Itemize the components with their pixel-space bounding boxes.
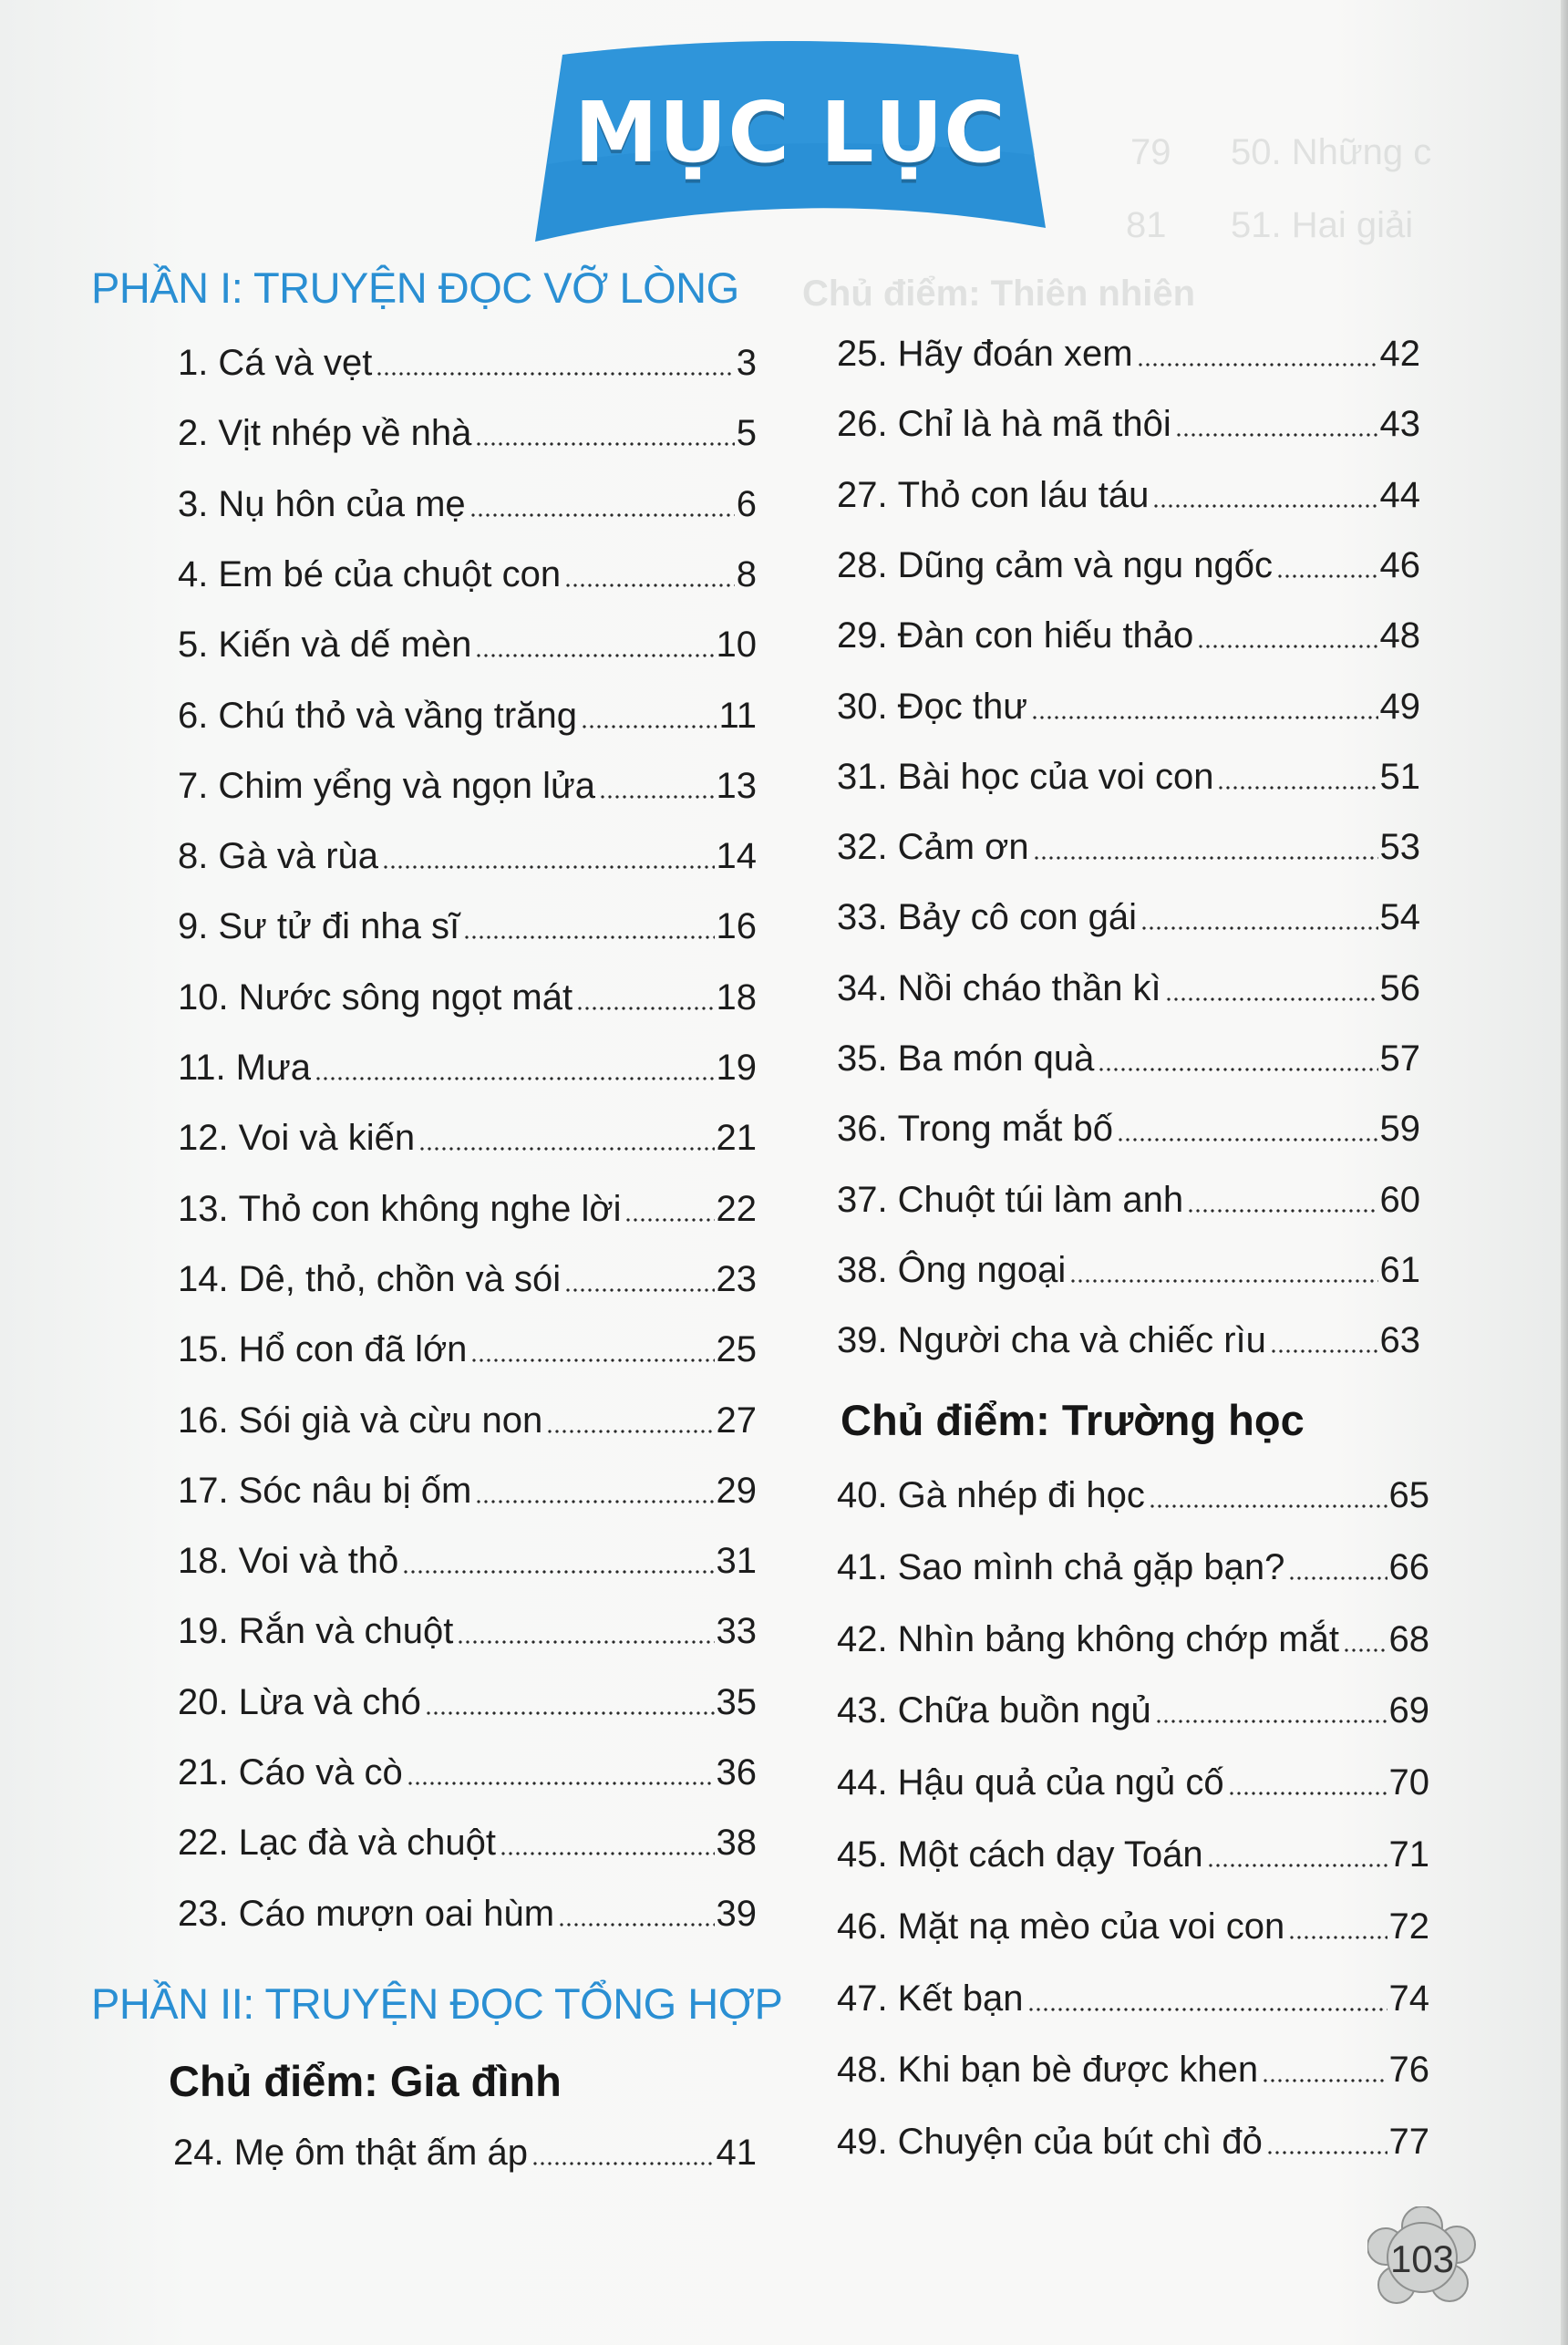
- toc-dot-leader: [1149, 1503, 1387, 1509]
- toc-entry-title: Bảy cô con gái: [897, 897, 1137, 938]
- toc-entry-title: Một cách dạy Toán: [897, 1834, 1203, 1875]
- toc-entry-title: Voi và kiến: [238, 1118, 416, 1159]
- toc-entry-number: 14.: [178, 1258, 229, 1299]
- toc-entry-page: 27: [716, 1400, 757, 1441]
- part2-heading: PHẦN II: TRUYỆN ĐỌC TỔNG HỢP: [91, 1979, 783, 2028]
- toc-entry-title: Dũng cảm và ngu ngốc: [897, 544, 1273, 585]
- toc-entry-number: 43.: [837, 1690, 888, 1731]
- toc-dot-leader: [576, 1006, 714, 1011]
- bleed-through-1: 50. Những c: [1231, 132, 1432, 172]
- toc-entry: [173, 2129, 757, 2176]
- toc-dot-leader: [418, 1146, 714, 1152]
- toc-entry-title: Nồi cháo thần kì: [897, 967, 1161, 1008]
- toc-entry-page: 23: [716, 1258, 757, 1299]
- toc-dot-leader: [1165, 997, 1378, 1002]
- toc-entry-number: 13.: [178, 1188, 229, 1229]
- toc-dot-leader: [500, 1851, 714, 1856]
- toc-entry-page: 35: [716, 1681, 757, 1722]
- toc-dot-leader: [425, 1710, 715, 1716]
- toc-entry-number: 44.: [837, 1762, 888, 1803]
- toc-dot-leader: [457, 1639, 714, 1645]
- toc-dot-leader: [475, 441, 734, 447]
- toc-entry-number: 6.: [178, 695, 209, 736]
- toc-entry-number: 45.: [837, 1834, 888, 1875]
- toc-entry-title: Ba món quà: [897, 1038, 1095, 1079]
- toc-entry-title: Thỏ con không nghe lời: [238, 1188, 622, 1229]
- toc-entry: [178, 974, 757, 1021]
- toc-entry-page: 60: [1379, 1179, 1420, 1220]
- toc-entry-page: 6: [736, 483, 757, 524]
- toc-entry: [837, 1544, 1429, 1591]
- toc-entry-number: 7.: [178, 765, 209, 806]
- toc-entry-number: 17.: [178, 1470, 229, 1511]
- toc-dot-leader: [470, 1358, 714, 1363]
- toc-entry: [837, 1687, 1429, 1734]
- toc-entry-title: Chuyện của bút chì đỏ: [897, 2122, 1263, 2163]
- toc-entry-title: Chú thỏ và vầng trăng: [218, 695, 577, 736]
- toc-entry-title: Ông ngoại: [897, 1249, 1067, 1290]
- toc-entry-number: 37.: [837, 1179, 888, 1220]
- toc-dot-leader: [1343, 1648, 1387, 1653]
- toc-entry-number: 5.: [178, 625, 209, 666]
- toc-entry-page: 41: [716, 2133, 757, 2173]
- toc-entry: [837, 1472, 1429, 1519]
- toc-entry-page: 54: [1379, 897, 1420, 938]
- toc-entry-title: Sao mình chả gặp bạn?: [897, 1546, 1285, 1587]
- toc-dot-leader: [564, 583, 735, 588]
- toc-entry: [178, 1679, 757, 1726]
- toc-dot-leader: [315, 1076, 715, 1081]
- toc-entry-title: Dê, thỏ, chồn và sói: [238, 1258, 562, 1299]
- toc-entry: [837, 1035, 1420, 1082]
- toc-entry: [837, 894, 1420, 941]
- toc-dot-leader: [581, 724, 717, 729]
- toc-dot-leader: [1175, 432, 1378, 438]
- toc-entry-page: 56: [1379, 967, 1420, 1008]
- toc-entry-page: 39: [716, 1893, 757, 1934]
- toc-entry: [178, 1397, 757, 1444]
- toc-entry-page: 33: [716, 1611, 757, 1652]
- toc-dot-leader: [531, 2161, 715, 2166]
- toc-entry-title: Bài học của voi con: [897, 756, 1214, 797]
- toc-entry-number: 9.: [178, 906, 209, 947]
- toc-dot-leader: [1270, 1348, 1378, 1354]
- toc-entry-title: Mẹ ôm thật ấm áp: [233, 2133, 528, 2173]
- toc-dot-leader: [1069, 1278, 1377, 1284]
- toc-entry: [837, 2046, 1429, 2093]
- toc-entry-title: Trong mắt bố: [897, 1109, 1114, 1150]
- toc-entry: [178, 903, 757, 950]
- toc-entry: [178, 339, 757, 387]
- toc-entry: [178, 1749, 757, 1796]
- toc-entry-number: 29.: [837, 615, 888, 656]
- toc-entry-title: Lừa và chó: [238, 1681, 421, 1722]
- toc-entry-page: 76: [1388, 2050, 1429, 2091]
- toc-dot-leader: [1031, 715, 1378, 720]
- toc-entry-page: 29: [716, 1470, 757, 1511]
- toc-entry-number: 46.: [837, 1906, 888, 1947]
- toc-entry: [837, 400, 1420, 448]
- title-banner: [535, 36, 1046, 242]
- toc-entry-title: Cảm ơn: [897, 827, 1029, 868]
- toc-entry-number: 4.: [178, 553, 209, 594]
- toc-entry: [837, 1176, 1420, 1224]
- toc-entry: [178, 480, 757, 528]
- toc-entry-page: 74: [1388, 1978, 1429, 2019]
- toc-entry-title: Đàn con hiếu thảo: [897, 615, 1194, 656]
- toc-entry-number: 40.: [837, 1475, 888, 1515]
- toc-entry-page: 59: [1379, 1109, 1420, 1150]
- toc-entry-title: Mặt nạ mèo của voi con: [897, 1906, 1285, 1947]
- toc-entry-title: Voi và thỏ: [238, 1541, 399, 1582]
- toc-entry-number: 35.: [837, 1038, 888, 1079]
- bleed-through-5: Chủ điểm: Thiên nhiên: [802, 274, 1196, 314]
- toc-entry: [178, 1467, 757, 1514]
- toc-entry-title: Khi bạn bè được khen: [897, 2050, 1259, 2091]
- toc-entry-title: Nụ hôn của mẹ: [218, 483, 466, 524]
- toc-entry-page: 16: [716, 906, 757, 947]
- toc-dot-leader: [475, 653, 714, 658]
- toc-entry-number: 2.: [178, 413, 209, 454]
- toc-entry-page: 3: [736, 343, 757, 383]
- toc-entry-page: 53: [1379, 827, 1420, 868]
- toc-dot-leader: [1266, 2150, 1387, 2155]
- toc-entry-title: Cáo và cò: [238, 1752, 403, 1792]
- toc-entry: [178, 1819, 757, 1866]
- toc-entry-title: Cá và vẹt: [218, 343, 373, 383]
- toc-entry-title: Lạc đà và chuột: [238, 1823, 497, 1864]
- toc-entry-page: 10: [716, 625, 757, 666]
- toc-entry-page: 13: [716, 765, 757, 806]
- toc-dot-leader: [463, 935, 714, 940]
- toc-dot-leader: [469, 512, 735, 518]
- toc-entry: [178, 762, 757, 810]
- toc-entry-page: 44: [1379, 474, 1420, 515]
- toc-entry-page: 43: [1379, 404, 1420, 445]
- toc-entry-number: 27.: [837, 474, 888, 515]
- toc-dot-leader: [1187, 1208, 1377, 1214]
- toc-dot-leader: [1033, 855, 1378, 861]
- toc-entry-number: 33.: [837, 897, 888, 938]
- toc-entry: [837, 330, 1420, 377]
- toc-entry-number: 21.: [178, 1752, 229, 1792]
- toc-entry-page: 71: [1388, 1834, 1429, 1875]
- toc-entry-title: Nước sông ngọt mát: [238, 976, 573, 1018]
- toc-entry: [837, 1975, 1429, 2022]
- toc-entry-number: 22.: [178, 1823, 229, 1864]
- toc-dot-leader: [1155, 1719, 1387, 1724]
- toc-entry-title: Chữa buồn ngủ: [897, 1690, 1151, 1731]
- toc-dot-leader: [1262, 2078, 1387, 2083]
- bleed-through-2: 79: [1130, 132, 1171, 172]
- toc-entry-number: 25.: [837, 334, 888, 374]
- toc-entry-number: 23.: [178, 1893, 229, 1934]
- toc-entry-page: 38: [716, 1823, 757, 1864]
- toc-entry-page: 42: [1379, 334, 1420, 374]
- toc-entry-page: 61: [1379, 1249, 1420, 1290]
- toc-entry: [837, 542, 1420, 589]
- toc-entry-page: 63: [1379, 1320, 1420, 1361]
- toc-entry-number: 41.: [837, 1546, 888, 1587]
- part1-heading: PHẦN I: TRUYỆN ĐỌC VỠ LÒNG: [91, 263, 739, 312]
- toc-entry-page: 31: [716, 1541, 757, 1582]
- toc-entry-title: Thỏ con láu táu: [897, 474, 1150, 515]
- toc-entry: [178, 832, 757, 880]
- toc-entry: [837, 1105, 1420, 1152]
- toc-entry-page: 57: [1379, 1038, 1420, 1079]
- toc-entry: [178, 1044, 757, 1091]
- toc-entry-title: Em bé của chuột con: [218, 553, 562, 594]
- toc-entry-page: 70: [1388, 1762, 1429, 1803]
- toc-entry-page: 51: [1379, 756, 1420, 797]
- toc-dot-leader: [402, 1569, 714, 1575]
- toc-dot-leader: [1288, 1935, 1387, 1940]
- toc-entry: [837, 612, 1420, 659]
- page-title: MỤC LỤC: [574, 84, 1006, 181]
- toc-entry-page: 72: [1388, 1906, 1429, 1947]
- toc-entry-number: 3.: [178, 483, 209, 524]
- toc-entry: [178, 1114, 757, 1162]
- page-number: 103: [1389, 2237, 1455, 2280]
- toc-dot-leader: [1027, 2007, 1387, 2012]
- toc-entry-number: 12.: [178, 1118, 229, 1159]
- toc-entry: [837, 965, 1420, 1012]
- toc-entry-number: 11.: [178, 1048, 226, 1088]
- toc-entry: [178, 409, 757, 457]
- toc-entry-title: Hãy đoán xem: [897, 334, 1133, 374]
- toc-entry-page: 69: [1388, 1690, 1429, 1731]
- toc-entry-title: Đọc thư: [897, 686, 1027, 727]
- topic-school-heading: Chủ điểm: Trường học: [841, 1396, 1305, 1444]
- toc-entry-title: Rắn và chuột: [238, 1611, 454, 1652]
- toc-entry-number: 1.: [178, 343, 209, 383]
- toc-dot-leader: [475, 1499, 714, 1504]
- toc-entry-page: 36: [716, 1752, 757, 1792]
- toc-entry: [837, 1317, 1420, 1364]
- toc-entry-number: 20.: [178, 1681, 229, 1722]
- toc-entry: [837, 1759, 1429, 1806]
- toc-entry-number: 32.: [837, 827, 888, 868]
- toc-dot-leader: [1098, 1067, 1377, 1072]
- toc-entry-page: 21: [716, 1118, 757, 1159]
- toc-entry-number: 34.: [837, 967, 888, 1008]
- toc-dot-leader: [1137, 362, 1378, 367]
- toc-entry: [837, 823, 1420, 871]
- toc-entry-number: 15.: [178, 1329, 229, 1370]
- toc-entry: [178, 621, 757, 668]
- toc-dot-leader: [382, 864, 714, 870]
- toc-entry: [837, 471, 1420, 519]
- toc-entry-page: 65: [1388, 1475, 1429, 1515]
- toc-entry: [178, 1185, 757, 1233]
- toc-entry-number: 24.: [173, 2133, 224, 2173]
- page-number-badge: [1367, 2206, 1477, 2307]
- toc-entry-number: 8.: [178, 836, 209, 877]
- topic-family-heading: Chủ điểm: Gia đình: [169, 2057, 562, 2105]
- toc-dot-leader: [407, 1781, 715, 1786]
- toc-entry: [837, 683, 1420, 730]
- toc-entry-number: 16.: [178, 1400, 229, 1441]
- toc-dot-leader: [1197, 644, 1377, 649]
- toc-dot-leader: [1117, 1137, 1377, 1142]
- toc-entry-number: 42.: [837, 1618, 888, 1659]
- toc-entry-number: 36.: [837, 1109, 888, 1150]
- toc-entry-title: Kết bạn: [897, 1978, 1024, 2019]
- toc-entry-number: 28.: [837, 544, 888, 585]
- toc-entry-title: Chỉ là hà mã thôi: [897, 404, 1171, 445]
- toc-entry-page: 68: [1388, 1618, 1429, 1659]
- toc-entry-title: Cáo mượn oai hùm: [238, 1893, 555, 1934]
- bleed-through-3: 51. Hai giải: [1231, 205, 1414, 245]
- toc-entry-page: 49: [1379, 686, 1420, 727]
- toc-dot-leader: [1140, 925, 1378, 931]
- toc-entry-number: 39.: [837, 1320, 888, 1361]
- toc-entry: [837, 1246, 1420, 1294]
- toc-entry-number: 30.: [837, 686, 888, 727]
- toc-entry: [178, 1607, 757, 1655]
- toc-entry-page: 14: [716, 836, 757, 877]
- toc-entry-number: 48.: [837, 2050, 888, 2091]
- toc-entry: [178, 551, 757, 598]
- toc-entry-page: 19: [716, 1048, 757, 1088]
- toc-entry-title: Vịt nhép về nhà: [218, 413, 472, 454]
- toc-entry: [837, 2118, 1429, 2165]
- toc-entry-number: 49.: [837, 2122, 888, 2163]
- toc-entry-number: 10.: [178, 976, 229, 1018]
- page-edge: [1561, 0, 1568, 2345]
- toc-entry-page: 48: [1379, 615, 1420, 656]
- toc-entry: [837, 753, 1420, 801]
- toc-entry-page: 8: [736, 553, 757, 594]
- toc-entry-page: 77: [1388, 2122, 1429, 2163]
- toc-entry-number: 26.: [837, 404, 888, 445]
- toc-entry-title: Hổ con đã lớn: [238, 1329, 468, 1370]
- toc-entry-title: Người cha và chiếc rìu: [897, 1320, 1266, 1361]
- toc-entry-page: 22: [716, 1188, 757, 1229]
- toc-entry-number: 18.: [178, 1541, 229, 1582]
- bleed-through-4: 81: [1126, 205, 1167, 245]
- toc-entry-title: Hậu quả của ngủ cố: [897, 1762, 1224, 1803]
- toc-dot-leader: [1152, 503, 1377, 509]
- toc-dot-leader: [1228, 1791, 1387, 1796]
- toc-entry: [837, 1903, 1429, 1950]
- toc-entry-title: Sư tử đi nha sĩ: [218, 906, 460, 947]
- toc-entry-number: 31.: [837, 756, 888, 797]
- toc-dot-leader: [376, 371, 734, 377]
- toc-entry-page: 25: [716, 1329, 757, 1370]
- toc-entry-page: 66: [1388, 1546, 1429, 1587]
- toc-entry: [178, 1326, 757, 1373]
- toc-entry: [178, 692, 757, 739]
- toc-entry-page: 5: [736, 413, 757, 454]
- toc-entry: [837, 1831, 1429, 1878]
- toc-entry-title: Sóc nâu bị ốm: [238, 1470, 472, 1511]
- toc-entry: [178, 1255, 757, 1303]
- toc-dot-leader: [564, 1287, 714, 1293]
- toc-dot-leader: [1207, 1863, 1387, 1868]
- toc-entry-title: Nhìn bảng không chớp mắt: [897, 1618, 1339, 1659]
- toc-entry-title: Chuột túi làm anh: [897, 1179, 1184, 1220]
- toc-entry-title: Gà nhép đi học: [897, 1475, 1145, 1515]
- toc-entry-page: 46: [1379, 544, 1420, 585]
- toc-dot-leader: [558, 1922, 714, 1927]
- toc-dot-leader: [546, 1429, 714, 1434]
- toc-entry-title: Gà và rùa: [218, 836, 379, 877]
- toc-dot-leader: [599, 794, 714, 800]
- toc-entry: [178, 1890, 757, 1937]
- toc-entry-title: Sói già và cừu non: [238, 1400, 543, 1441]
- toc-entry: [178, 1537, 757, 1585]
- toc-entry-title: Mưa: [235, 1048, 311, 1088]
- toc-entry-number: 38.: [837, 1249, 888, 1290]
- toc-entry-page: 11: [718, 695, 757, 736]
- toc-entry-number: 47.: [837, 1978, 888, 2019]
- toc-entry-page: 18: [716, 976, 757, 1018]
- toc-dot-leader: [1276, 573, 1378, 579]
- toc-dot-leader: [624, 1217, 714, 1223]
- toc-dot-leader: [1217, 785, 1377, 790]
- toc-dot-leader: [1288, 1575, 1387, 1581]
- toc-entry: [837, 1616, 1429, 1663]
- toc-entry-number: 19.: [178, 1611, 229, 1652]
- toc-entry-title: Kiến và dế mèn: [218, 625, 472, 666]
- toc-entry-title: Chim yểng và ngọn lửa: [218, 765, 596, 806]
